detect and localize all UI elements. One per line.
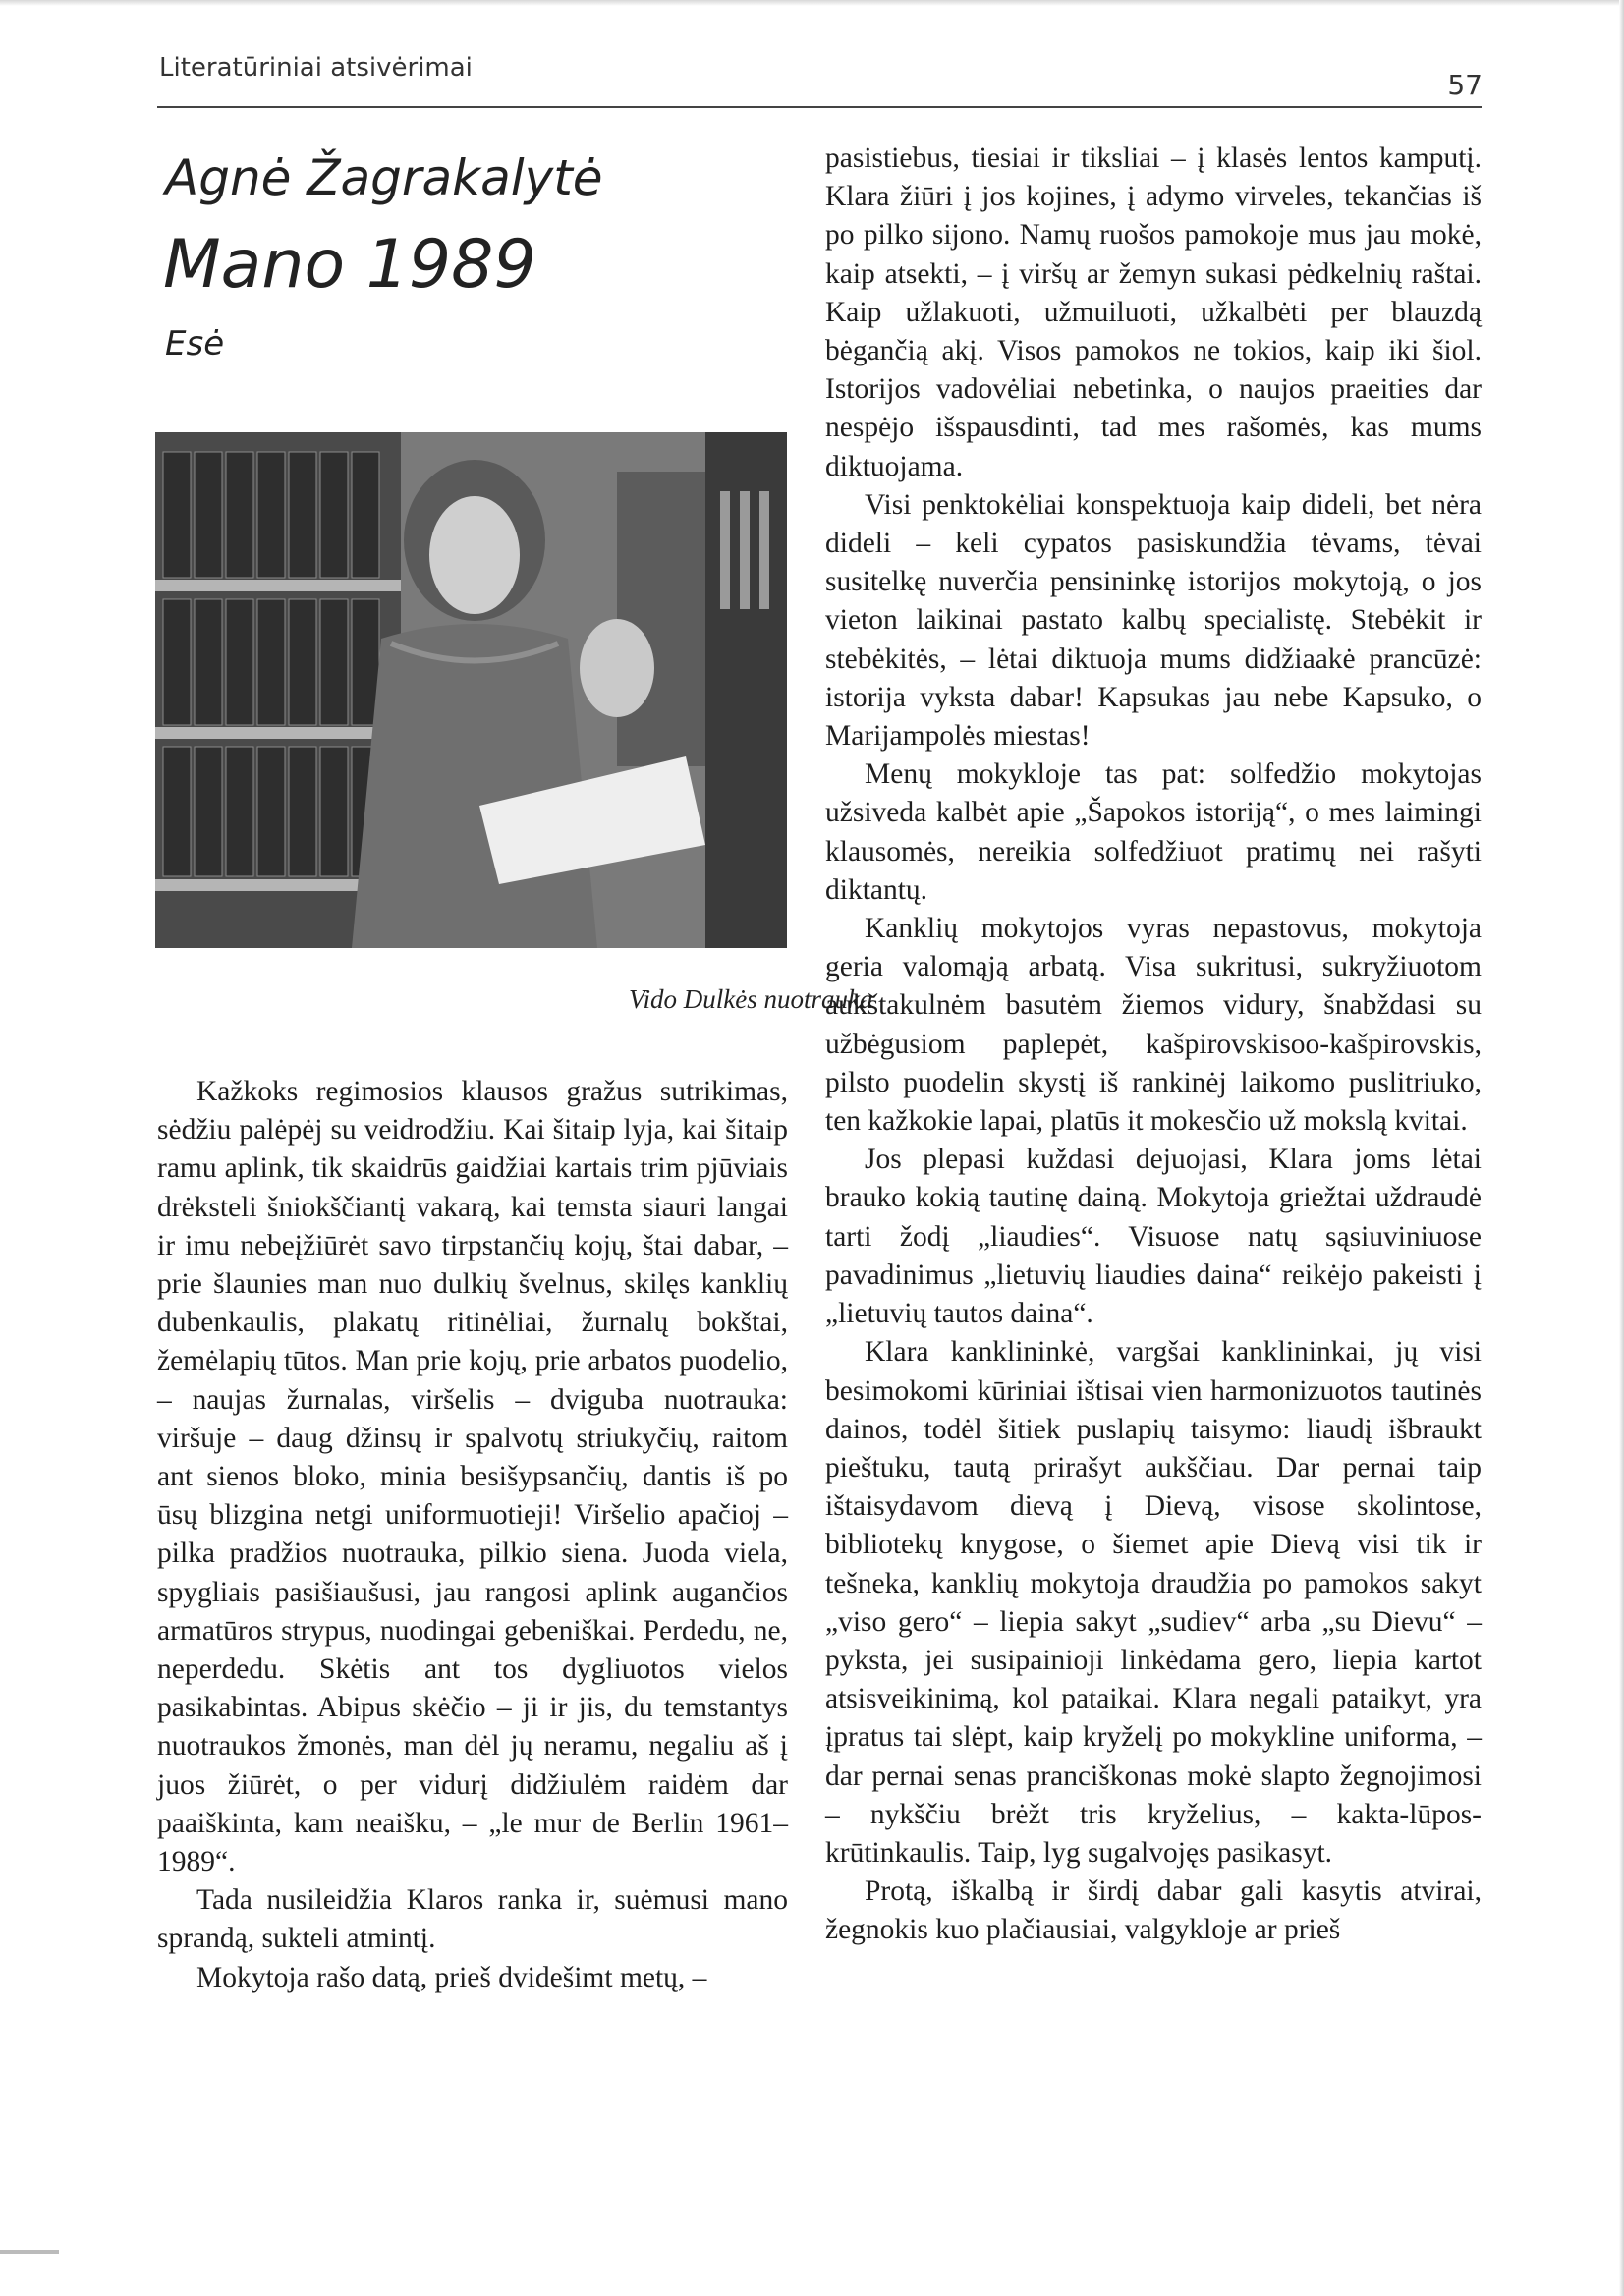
author-photo [155,432,787,948]
article-title: Mano 1989 [163,226,536,304]
paragraph: Tada nusileidžia Klaros ranka ir, suėmusi mano sprandą, sukteli atmintį. [157,1884,788,1955]
article-genre: Esė [165,324,225,364]
paragraph: Klara kanklininkė, vargšai kanklininkai, jų visi besimokomi kūriniai ištisai vien harmonizuotos tautinės dainos, todėl šitiek puslapių taisymo: liaudį išbraukt pieštuku, tautą prirašyt aukščiau. Dar pernai taip ištaisydavom dievą į Dievą, visose skolintose, bibliotekų knygose, o šiemet apie Dievą visi tik ir tešneka, kanklių mokytoja draudžia po pamokos sakyt „viso gero“ – liepia sakyt „sudiev“ arba „su Dievu“ – pyksta, jei susipainioji linkėdama gero, liepia kartot atsisveikinimą, kol pataikai. Klara negali pataikyt, yra įpratus tai slėpt, kaip kryželį po mokykline uniforma, – dar pernai senas pranciškonas mokė slapto žegnojimosi – nykščiu brėžt tris kryželius, – kakta-lūpos-krūtinkaulis. Taip, lyg sugalvojęs pasikasyt. [825,1336,1482,1869]
scan-edge [0,0,1624,6]
photo-caption-text: Vido Dulkės nuotrauka [629,984,873,1014]
running-title: Literatūriniai atsivėrimai [159,53,473,83]
paragraph: Menų mokykloje tas pat: solfedžio mokytojas užsiveda kalbėt apie „Šapokos istoriją“, o mes laimingi klausomės, nereikia solfedžiuot pratimų nei rašyti diktantų. [825,758,1482,906]
right-column [825,140,1482,1950]
paragraph: Jos plepasi kuždasi dejuojasi, Klara joms lėtai brauko kokią tautinę dainą. Mokytoja griežtai uždraudė tarti žodį „liaudies“. Visuose natų sąsiuviniuose pavadinimus „lietuvių liaudies daina“ reikėjo pakeisti į „lietuvių tautos daina“. [825,1144,1482,1330]
paragraph: Visi penktokėliai konspektuoja kaip dideli, bet nėra dideli – keli cypatos pasiskundžia tėvams, tėvai susitelkę nuverčia pensininkę istorijos mokytoją, o jos vieton laikinai pastato kalbų specialistę. Stebėkit ir stebėkitės, – lėtai diktuoja mums didžiaakė prancūzė: istorija vyksta dabar! Kapsukas jau nebe Kapsuko, o Marijampolės miestas! [825,488,1482,753]
paragraph: pasistiebus, tiesiai ir tiksliai – į klasės lentos kamputį. Klara žiūri į jos kojines, į adymo virveles, tekančias iš po pilko sijono. Namų ruošos pamokoje mus jau mokė, kaip atsekti, – į viršų ar žemyn sukasi pėdkelnių raštai. Kaip užlakuoti, užmuiluoti, užkalbėti per blauzdą bėgančią akį. Visos pamokos ne tokios, kaip iki šiol. Istorijos vadovėliai nebetinka, o naujos praeities dar nespėjo išspausdinti, tad mes rašomės, kas mums diktuojama. [825,142,1482,482]
header-rule [157,106,1482,108]
article-author: Agnė Žagrakalytė [165,149,603,206]
paragraph: Kanklių mokytojos vyras nepastovus, mokytoja geria valomąją arbatą. Visa sukritusi, sukryžiuotom aukštakulnėm basutėm žiemos vidury, šnabždasi su užbėgusiom paplepėt, kašpirovskisoo-kašpirovskis, pilsto puodelin skystį iš rankinėj laikomo puslitriuko, ten kažkokie lapai, platūs it mokesčio už mokslą kvitai. [825,913,1482,1138]
left-column [157,1073,788,1997]
paragraph: Protą, iškalbą ir širdį dabar gali kasytis atvirai, žegnokis kuo plačiausiai, valgykloje ar prieš [825,1876,1482,1946]
scan-edge-bottom [0,2250,59,2254]
photo-caption [629,984,873,1015]
paragraph: Mokytoja rašo datą, prieš dvidešimt metų, – [196,1961,707,1993]
paragraph: Kažkoks regimosios klausos gražus sutrikimas, sėdžiu palėpėj su veidrodžiu. Kai šitaip lyja, kai šitaip ramu aplink, tik skaidrūs gaidžiai kartais trim pjūviais drėksteli šniokščiantį vakarą, kai temsta siauri langai ir imu nebeįžiūrėt savo tirpstančių kojų, štai dabar, – prie šlaunies man nuo dulkių švelnus, skilęs kanklių dubenkaulis, plakatų ritinėliai, žurnalų bokštai, žemėlapių tūtos. Man prie kojų, prie arbatos puodelio, – naujas žurnalas, viršelis – dviguba nuotrauka: viršuje – daug džinsų ir spalvotų striukyčių, raitom ant sienos bloko, minia besišypsančių, dantis iš po ūsų blizgina netgi uniformuotieji! Viršelio apačioj – pilka pradžios nuotrauka, pilkio siena. Juoda viela, spygliais pasišiaušusi, jau rangosi aplink augančios armatūros strypus, nuodingai gebeniškai. Perdedu, ne, neperdedu. Skėtis ant tos dygliuotos vielos pasikabintas. Abipus skėčio – ji ir jis, du temstantys nuotraukos žmonės, man dėl jų neramu, negaliu aš į juos žiūrėt, o per vidurį didžiulėm raidėm dar paaiškinta, kam neaišku, – „le mur de Berlin 1961–1989“. [157,1076,788,1878]
scan-edge-right [1619,0,1624,2296]
page-number: 57 [1447,69,1483,101]
